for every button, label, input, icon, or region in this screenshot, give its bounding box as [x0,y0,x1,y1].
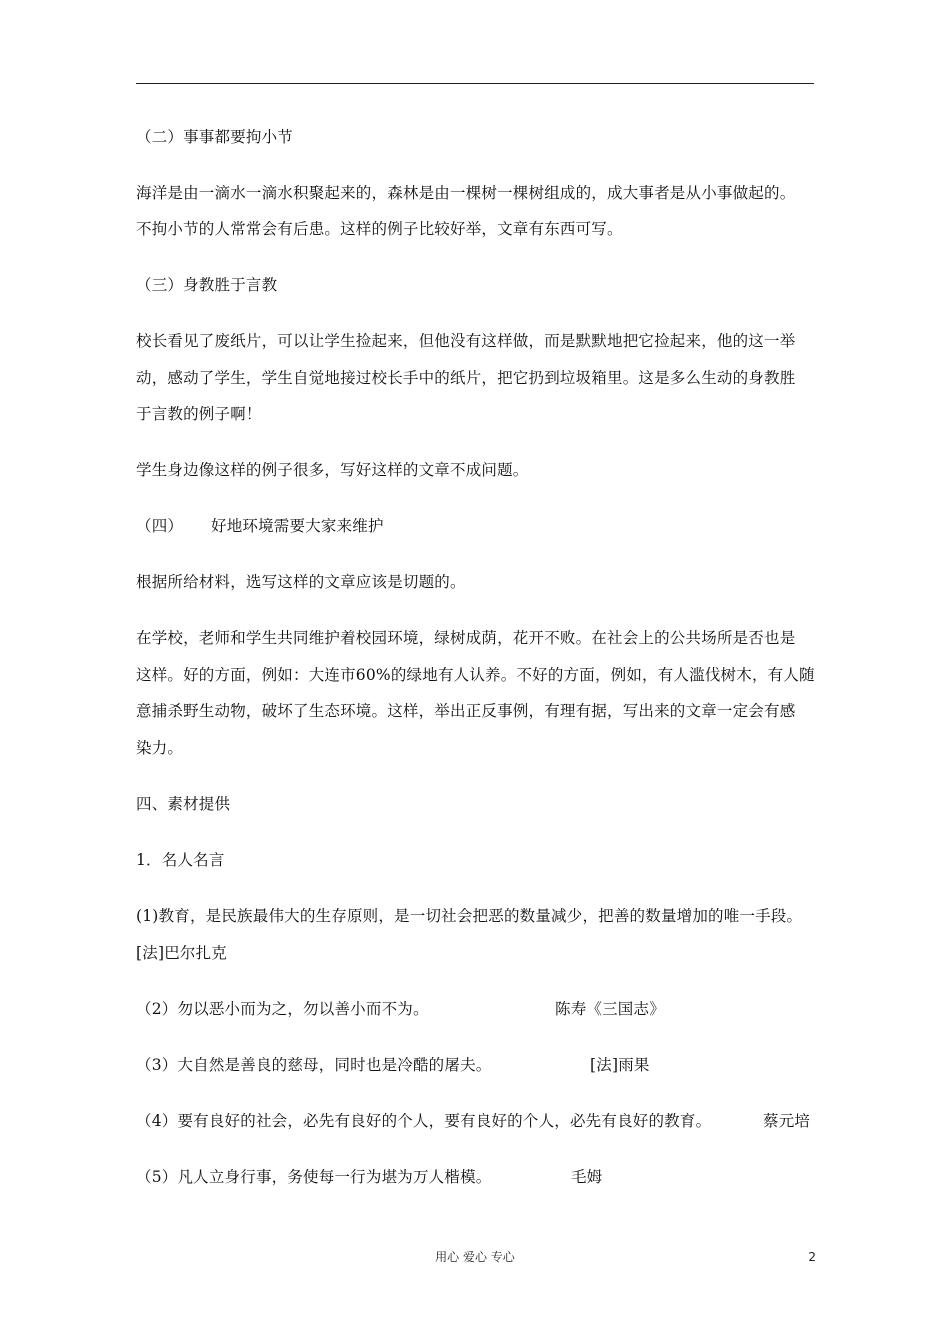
section3-para1-line-3: 于言教的例子啊！ [136,405,262,423]
quote-1-author: [法]巴尔扎克 [136,944,227,962]
section4-para2-line-1: 在学校，老师和学生共同维护着校园环境，绿树成荫，花开不败。在社会上的公共场所是否也是 [136,629,796,647]
section4-para2-line-3: 意捕杀野生动物，破坏了生态环境。这样，举出正反事例，有理有据，写出来的文章一定会有感 [136,702,796,720]
quote-3-author: [法]雨果 [590,1056,650,1074]
section3-para2: 学生身边像这样的例子很多，写好这样的文章不成问题。 [136,461,529,479]
section3-para1-line-2: 动，感动了学生，学生自觉地接过校长手中的纸片，把它扔到垃圾箱里。这是多么生动的身教胜 [136,369,796,387]
page-number: 2 [808,1250,816,1264]
header-rule [136,83,814,84]
section2-line-2: 不拘小节的人常常会有后患。这样的例子比较好举，文章有东西可写。 [136,220,623,238]
section3-heading: （三）身教胜于言教 [136,276,278,294]
materials-heading: 四、素材提供 [136,795,231,813]
section4-heading-number: （四） [136,517,184,535]
section4-para1: 根据所给材料，选写这样的文章应该是切题的。 [136,573,466,591]
section2-line-1: 海洋是由一滴水一滴水积聚起来的，森林是由一棵树一棵树组成的，成大事者是从小事做起的。 [136,184,796,202]
quote-1-text: (1)教育，是民族最伟大的生存原则，是一切社会把恶的数量减少，把善的数量增加的唯一手段。 [136,907,803,925]
section4-heading-text: 好地环境需要大家来维护 [211,517,384,535]
quotes-subheading: 1．名人名言 [136,851,225,869]
section4-para2-line-4: 染力。 [136,739,184,757]
quote-4-text: （4）要有良好的社会，必先有良好的个人，要有良好的个人，必先有良好的教育。 [136,1112,712,1130]
footer-motto: 用心 爱心 专心 [435,1250,515,1264]
quote-5-text: （5）凡人立身行事，务使每一行为堪为万人楷模。 [136,1168,492,1186]
quote-3-text: （3）大自然是善良的慈母，同时也是冷酷的屠夫。 [136,1056,492,1074]
section3-para1-line-1: 校长看见了废纸片，可以让学生捡起来，但他没有这样做，而是默默地把它捡起来，他的这一举 [136,332,796,350]
quote-2-text: （2）勿以恶小而为之，勿以善小而不为。 [136,1000,429,1018]
section4-para2-line-2: 这样。好的方面，例如：大连市60%的绿地有人认养。不好的方面，例如，有人滥伐树木，有人随 [136,666,815,684]
quote-4-author: 蔡元培 [763,1112,811,1130]
quote-5-author: 毛姆 [571,1168,603,1186]
quote-2-author: 陈寿《三国志》 [555,1000,665,1018]
section2-heading: （二）事事都要拘小节 [136,128,294,146]
